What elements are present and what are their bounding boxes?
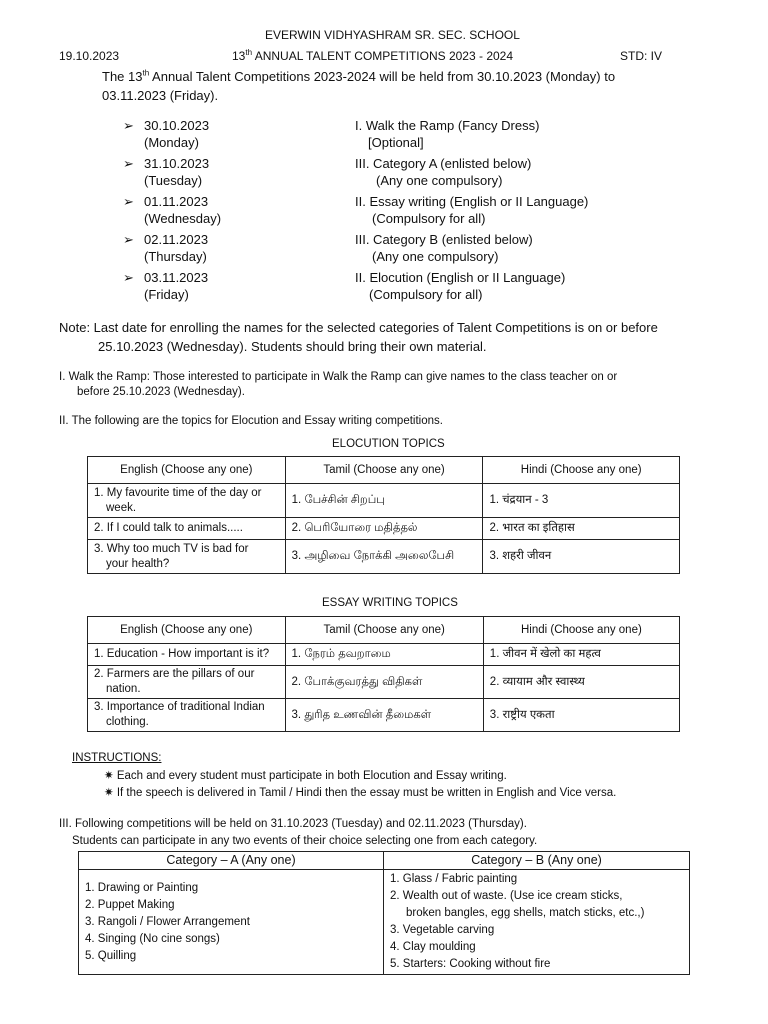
- table-header-cell: English (Choose any one): [88, 617, 286, 644]
- table-header-cell: Tamil (Choose any one): [285, 617, 483, 644]
- topics-intro: II. The following are the topics for Elocution and Essay writing competitions.: [59, 415, 443, 427]
- table-header-cell: Hindi (Choose any one): [483, 617, 679, 644]
- english-topic-cell: [88, 699, 286, 732]
- category-b-item: 4. Clay moulding: [390, 941, 476, 953]
- schedule-event: III. Category A (enlisted below): [355, 156, 532, 171]
- arrow-bullet-icon: ➢: [123, 156, 134, 171]
- note-line-2: 25.10.2023 (Wednesday). Students should bring their own material.: [98, 339, 487, 354]
- category-a-item: 1. Drawing or Painting: [85, 881, 199, 894]
- schedule-event: II. Elocution (English or II Language): [355, 270, 566, 285]
- bullet-star-icon: ✷: [104, 770, 114, 782]
- hindi-topic-cell: 2. भारत का इतिहास: [483, 518, 680, 540]
- intro-line-2: 03.11.2023 (Friday).: [102, 88, 219, 103]
- topic-line: nation.: [106, 683, 141, 695]
- topic-line: 1. Education - How important is it?: [94, 648, 270, 660]
- schedule-date: 03.11.2023: [144, 270, 209, 285]
- topic-line: 3. Importance of traditional Indian: [94, 701, 265, 713]
- english-topic-cell: [88, 518, 286, 540]
- topic-line: 2. Farmers are the pillars of our: [94, 668, 255, 680]
- instruction-item: ✷ If the speech is delivered in Tamil / Hindi then the essay must be written in English and Vice versa.: [104, 787, 617, 799]
- schedule-event: III. Category B (enlisted below): [355, 232, 533, 247]
- walk-line-1: I. Walk the Ramp: Those interested to participate in Walk the Ramp can give names to the class teacher on or: [59, 371, 618, 383]
- schedule-date: 02.11.2023: [144, 232, 209, 247]
- category-b-item: 5. Starters: Cooking without fire: [390, 958, 551, 970]
- arrow-bullet-icon: ➢: [123, 118, 134, 133]
- schedule-note: (Any one compulsory): [372, 249, 499, 264]
- category-a-item: 2. Puppet Making: [85, 898, 175, 911]
- topic-line: week.: [106, 501, 137, 514]
- category-a-list: [79, 870, 384, 975]
- category-a-item: 4. Singing (No cine songs): [85, 932, 220, 945]
- table-header-cell: English (Choose any one): [88, 457, 286, 484]
- notice-date: 19.10.2023: [59, 49, 120, 63]
- english-topic-cell: [88, 540, 286, 574]
- category-a-header: Category – A (Any one): [79, 852, 384, 870]
- tamil-topic-cell: 1. பேச்சின் சிறப்பு: [285, 484, 483, 518]
- category-b-list: [384, 870, 690, 975]
- tamil-topic-cell: 3. துரித உணவின் தீமைகள்: [285, 699, 483, 732]
- schedule-note: [Optional]: [368, 135, 424, 150]
- hindi-topic-cell: 3. राष्ट्रीय एकता: [483, 699, 679, 732]
- notice-title: 13th ANNUAL TALENT COMPETITIONS 2023 - 2024: [232, 48, 514, 63]
- arrow-bullet-icon: ➢: [123, 194, 134, 209]
- topic-line: 2. If I could talk to animals.....: [94, 522, 243, 534]
- category-a-item: 5. Quilling: [85, 949, 137, 962]
- topic-line: your health?: [106, 557, 170, 570]
- table-row: [88, 484, 680, 518]
- instruction-item: ✷ Each and every student must participate in both Elocution and Essay writing.: [104, 770, 507, 782]
- tamil-topic-cell: 1. நேரம் தவறாமை: [285, 644, 483, 666]
- instructions-title: INSTRUCTIONS:: [72, 752, 162, 764]
- essay-title: ESSAY WRITING TOPICS: [322, 597, 458, 609]
- category-a-item: 3. Rangoli / Flower Arrangement: [85, 915, 250, 928]
- schedule-day: (Tuesday): [144, 173, 203, 188]
- schedule-day: (Thursday): [144, 249, 207, 264]
- tamil-topic-cell: 2. பெரியோரை மதித்தல்: [285, 518, 483, 540]
- walk-line-2: before 25.10.2023 (Wednesday).: [77, 386, 245, 398]
- category-b-item: 2. Wealth out of waste. (Use ice cream sticks,: [390, 890, 623, 902]
- arrow-bullet-icon: ➢: [123, 232, 134, 247]
- elocution-table: [87, 456, 680, 574]
- schedule-event: I. Walk the Ramp (Fancy Dress): [355, 118, 540, 133]
- category-b-item: 3. Vegetable carving: [390, 924, 495, 936]
- note-line-1: Note: Last date for enrolling the names for the selected categories of Talent Competitions is on or before: [59, 320, 658, 335]
- schedule-note: (Any one compulsory): [376, 173, 503, 188]
- schedule-note: (Compulsory for all): [369, 287, 483, 302]
- hindi-topic-cell: 2. व्यायाम और स्वास्थ्य: [483, 666, 679, 699]
- section3-line-2: Students can participate in any two events of their choice selecting one from each category.: [72, 835, 538, 847]
- schedule-date: 01.11.2023: [144, 194, 209, 209]
- schedule-date: 30.10.2023: [144, 118, 210, 133]
- table-row: [88, 666, 680, 699]
- english-topic-cell: [88, 666, 286, 699]
- arrow-bullet-icon: ➢: [123, 270, 134, 285]
- hindi-topic-cell: 3. शहरी जीवन: [483, 540, 680, 574]
- hindi-topic-cell: 1. जीवन में खेलो का महत्व: [483, 644, 679, 666]
- table-row: [88, 518, 680, 540]
- table-row: [88, 699, 680, 732]
- schedule-day: (Friday): [144, 287, 189, 302]
- table-header-cell: Tamil (Choose any one): [285, 457, 483, 484]
- english-topic-cell: [88, 644, 286, 666]
- elocution-title: ELOCUTION TOPICS: [332, 438, 445, 450]
- category-table: [78, 851, 690, 975]
- category-b-header: Category – B (Any one): [384, 852, 690, 870]
- category-b-item: 1. Glass / Fabric painting: [390, 873, 518, 885]
- hindi-topic-cell: 1. चंद्रयान - 3: [483, 484, 680, 518]
- bullet-star-icon: ✷: [104, 787, 114, 799]
- school-name: EVERWIN VIDHYASHRAM SR. SEC. SCHOOL: [265, 28, 520, 42]
- table-row: [88, 644, 680, 666]
- tamil-topic-cell: 3. அழிவை நோக்கி அலைபேசி: [285, 540, 483, 574]
- english-topic-cell: [88, 484, 286, 518]
- intro-line-1: The 13th Annual Talent Competitions 2023-2024 will be held from 30.10.2023 (Monday) to: [102, 68, 616, 84]
- schedule-day: (Wednesday): [144, 211, 222, 226]
- topic-line: 1. My favourite time of the day or: [94, 486, 262, 499]
- tamil-topic-cell: 2. போக்குவரத்து விதிகள்: [285, 666, 483, 699]
- topic-line: clothing.: [106, 716, 149, 728]
- schedule-date: 31.10.2023: [144, 156, 210, 171]
- schedule-day: (Monday): [144, 135, 199, 150]
- essay-table: [87, 616, 680, 732]
- schedule-note: (Compulsory for all): [372, 211, 486, 226]
- category-b-item: broken bangles, egg shells, match sticks, etc.,): [406, 907, 645, 919]
- section3-line-1: III. Following competitions will be held on 31.10.2023 (Tuesday) and 02.11.2023 (Thursday).: [59, 818, 527, 830]
- table-header-cell: Hindi (Choose any one): [483, 457, 680, 484]
- std-label: STD: IV: [620, 49, 663, 63]
- table-row: [88, 540, 680, 574]
- schedule-event: II. Essay writing (English or II Language): [355, 194, 589, 209]
- topic-line: 3. Why too much TV is bad for: [94, 542, 249, 555]
